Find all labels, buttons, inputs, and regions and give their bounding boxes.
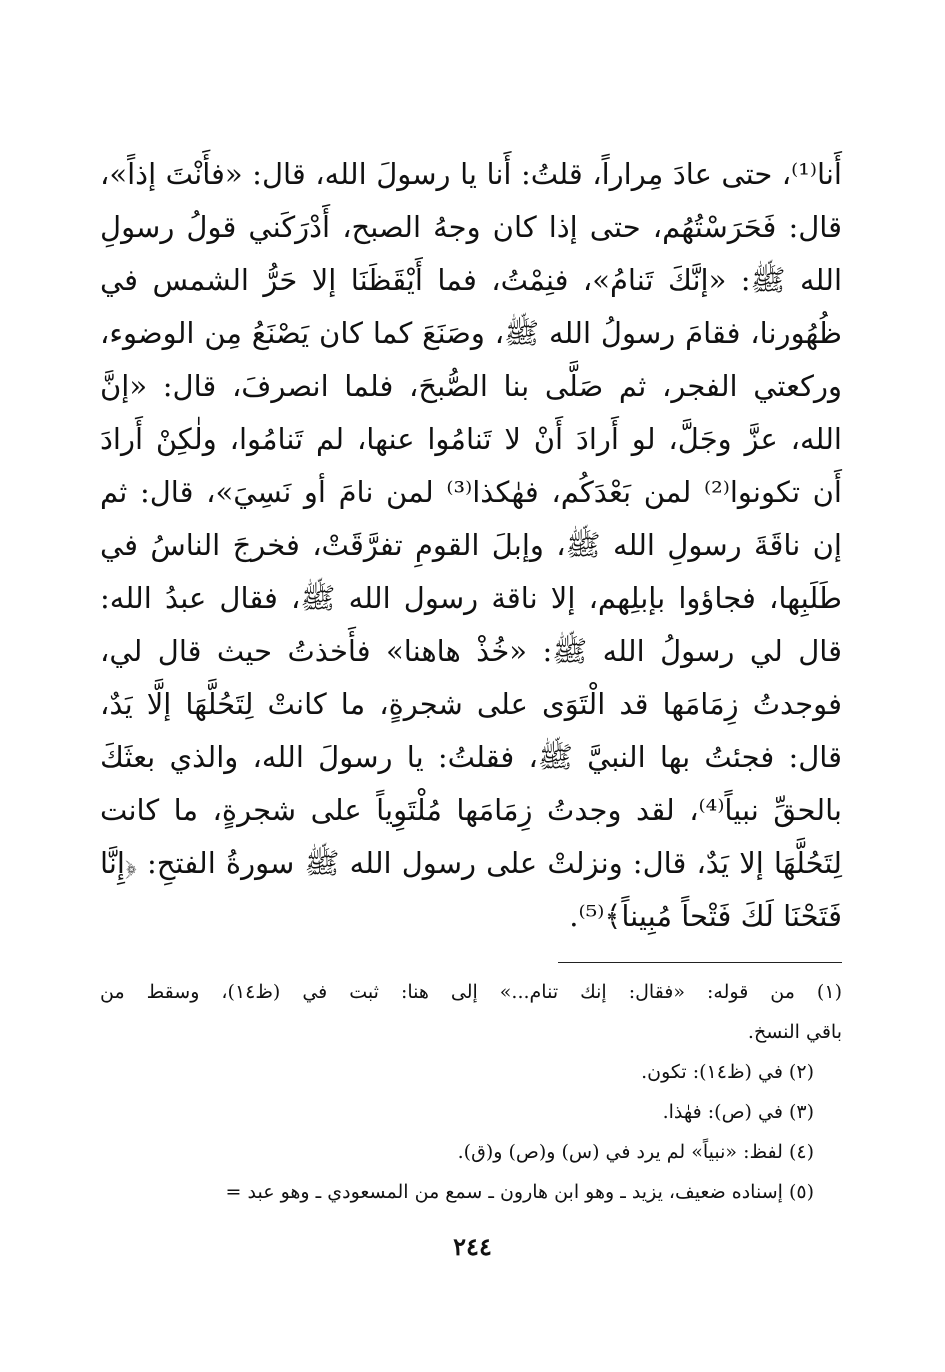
text-line: بالحقِّ نبياً⁽⁴⁾، لقد وجدتُ زِمَامَها مُلْتَوِياً على شجرةٍ، ما كانت [100,793,842,827]
text-line: طَلَبِها، فجاؤوا بإبلِهم، إلا ناقة رسول الله ﷺ، فقال عبدُ الله: [100,581,842,615]
text-line: قال: فَحَرَسْتُهُم، حتى إذا كان وجهُ الصبح، أَدْرَكَني قولُ رسولِ [100,210,842,244]
text-line: الله، عزَّ وجَلَّ، لو أَرادَ أَنْ لا تَنامُوا عنها، لم تَنامُوا، ولٰكِنْ أَرادَ [100,422,842,456]
footnote-3: (٣) في (ص): فهٰذا. [662,1101,814,1123]
text-line: الله ﷺ: «إنَّكَ تَنامُ»، فنِمْتُ، فما أَيْقَظَنَا إلا حَرُّ الشمس في [100,263,842,297]
text-line: فَتَحْنَا لَكَ فَتْحاً مُبِيناً﴾⁽⁵⁾. [569,899,842,933]
main-text [100,148,842,943]
text-line: قال: فجئتُ بها النبيَّ ﷺ، فقلتُ: يا رسولَ الله، والذي بعثَكَ [100,740,842,774]
footnote-4: (٤) لفظ: «نبياً» لم يرد في (س) و(ص) و(ق). [457,1141,814,1163]
footnotes [100,972,842,1212]
text-line: أَن تكونوا⁽²⁾ لمن بَعْدَكُم، فهٰكذا⁽³⁾ لمن نامَ أو نَسِيَ»، قال: ثم [100,475,842,509]
text-line: لِتَحُلَّهَا إلا يَدٌ، قال: ونزلتْ على رسول الله ﷺ سورةُ الفتحِ: ﴿إِنَّا [100,846,842,880]
footnote-1: (١) من قوله: «فقال: إنك تنام...» إلى هنا: ثبت في (ظ١٤)، وسقط من [100,981,842,1003]
footnote-1-continuation: باقي النسخ. [747,1021,842,1043]
footnote-2: (٢) في (ظ١٤): تكون. [641,1061,814,1083]
text-line: أَنا⁽¹⁾، حتى عادَ مِراراً، قلتُ: أَنا يا رسولَ الله، قال: «فأَنْتَ إذاً»، [100,157,842,191]
text-line: قال لي رسولُ الله ﷺ: «خُذْ هاهنا» فأَخذتُ حيث قال لي، [100,634,842,668]
footnote-divider [558,962,842,963]
text-line: وركعتي الفجر، ثم صَلَّى بنا الصُّبحَ، فلما انصرفَ، قال: «إنَّ [100,369,842,403]
page-number: ٢٤٤ [453,1232,492,1261]
footnote-5: (٥) إسناده ضعيف، يزيد ـ وهو ابن هارون ـ سمع من المسعودي ـ وهو عبد = [225,1181,814,1203]
text-line: إن ناقَةَ رسولِ الله ﷺ، وإبلَ القومِ تفرَّقَتْ، فخرجَ الناسُ في [100,528,842,562]
text-line: ظُهُورنا، فقامَ رسولُ الله ﷺ، وصَنَعَ كما كان يَصْنَعُ مِن الوضوء، [100,316,842,350]
text-line: فوجدتُ زِمَامَها قد الْتَوَى على شجرةٍ، ما كانتْ لِتَحُلَّهَا إلَّا يَدٌ، [100,687,842,721]
